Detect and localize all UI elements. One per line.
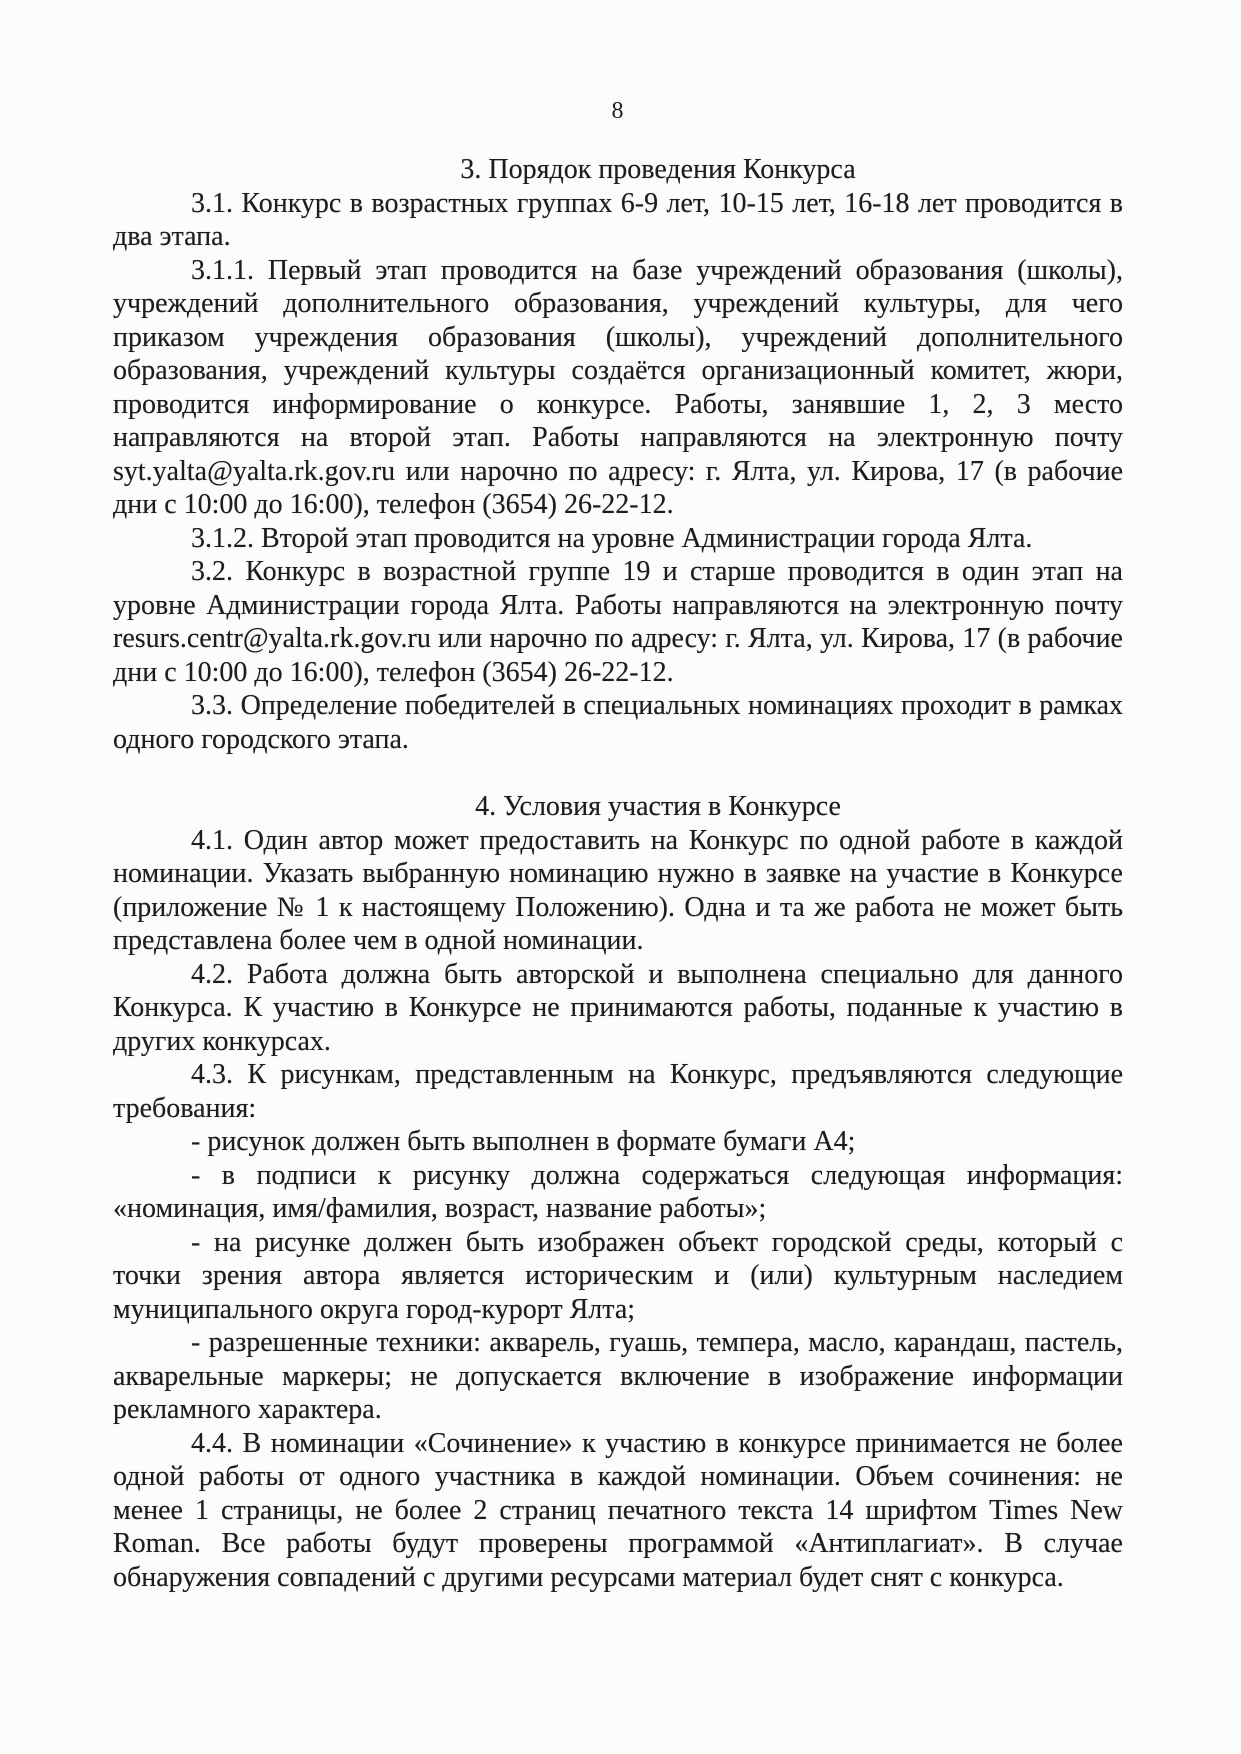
paragraph: 3.2. Конкурс в возрастной группе 19 и старше проводится в один этап на уровне Администрации города Ялта. Работы направляются на электронную почту resurs.centr@yalta.rk.gov.ru или нарочно по адресу: г. Ялта, ул. Кирова, 17 (в рабочие дни с 10:00 до 16:00), телефон (3654) 26-22-12. [113, 556, 1123, 688]
list-item: - в подписи к рисунку должна содержаться следующая информация: «номинация, имя/фамилия, возраст, название работы»; [113, 1159, 1123, 1224]
document-content [113, 153, 1123, 1594]
paragraph: 4.1. Один автор может предоставить на Конкурс по одной работе в каждой номинации. Указать выбранную номинацию нужно в заявке на участие в Конкурсе (приложение № 1 к настоящему Положению). Одна и та же работа не может быть представлена более чем в одной номинации. [113, 824, 1123, 956]
list-item: - на рисунке должен быть изображен объект городской среды, который с точки зрения автора является историческим и (или) культурным наследием муниципального округа город-курорт Ялта; [113, 1226, 1123, 1325]
section-heading: 3. Порядок проведения Конкурса [460, 154, 856, 185]
paragraph: 4.3. К рисункам, представленным на Конкурс, предъявляются следующие требования: [113, 1059, 1123, 1124]
paragraph: 3.1.1. Первый этап проводится на базе учреждений образования (школы), учреждений дополнительного образования, учреждений культуры, для чего приказом учреждения образования (школы), учреждений дополнительного образования, учреждений культуры создаётся организационный комитет, жюри, проводится информирование о конкурсе. Работы, занявшие 1, 2, 3 место направляются на второй этап. Работы направляются на электронную почту syt.yalta@yalta.rk.gov.ru или нарочно по адресу: г. Ялта, ул. Кирова, 17 (в рабочие дни с 10:00 до 16:00), телефон (3654) 26-22-12. [113, 254, 1123, 520]
paragraph: 3.1.2. Второй этап проводится на уровне Администрации города Ялта. [191, 522, 1033, 554]
list-item: - разрешенные техники: акварель, гуашь, темпера, масло, карандаш, пастель, акварельные маркеры; не допускается включение в изображение информации рекламного характера. [113, 1327, 1123, 1425]
paragraph: 4.2. Работа должна быть авторской и выполнена специально для данного Конкурса. К участию в Конкурсе не принимаются работы, поданные к участию в других конкурсах. [113, 958, 1123, 1057]
section-gap [113, 756, 1123, 790]
paragraph: 3.1. Конкурс в возрастных группах 6-9 лет, 10-15 лет, 16-18 лет проводится в два этапа. [113, 187, 1123, 252]
page-number: 8 [611, 98, 625, 124]
paragraph: 4.4. В номинации «Сочинение» к участию в конкурсе принимается не более одной работы от одного участника в каждой номинации. Объем сочинения: не менее 1 страницы, не более 2 страниц печатного текста 14 шрифтом Times New Roman. Все работы будут проверены программой «Антиплагиат». В случае обнаружения совпадений с другими ресурсами материал будет снят с конкурса. [113, 1427, 1123, 1593]
paragraph: 3.3. Определение победителей в специальных номинациях проходит в рамках одного городского этапа. [113, 690, 1123, 755]
section-heading: 4. Условия участия в Конкурсе [475, 791, 841, 822]
list-item: - рисунок должен быть выполнен в формате бумаги А4; [191, 1126, 856, 1157]
